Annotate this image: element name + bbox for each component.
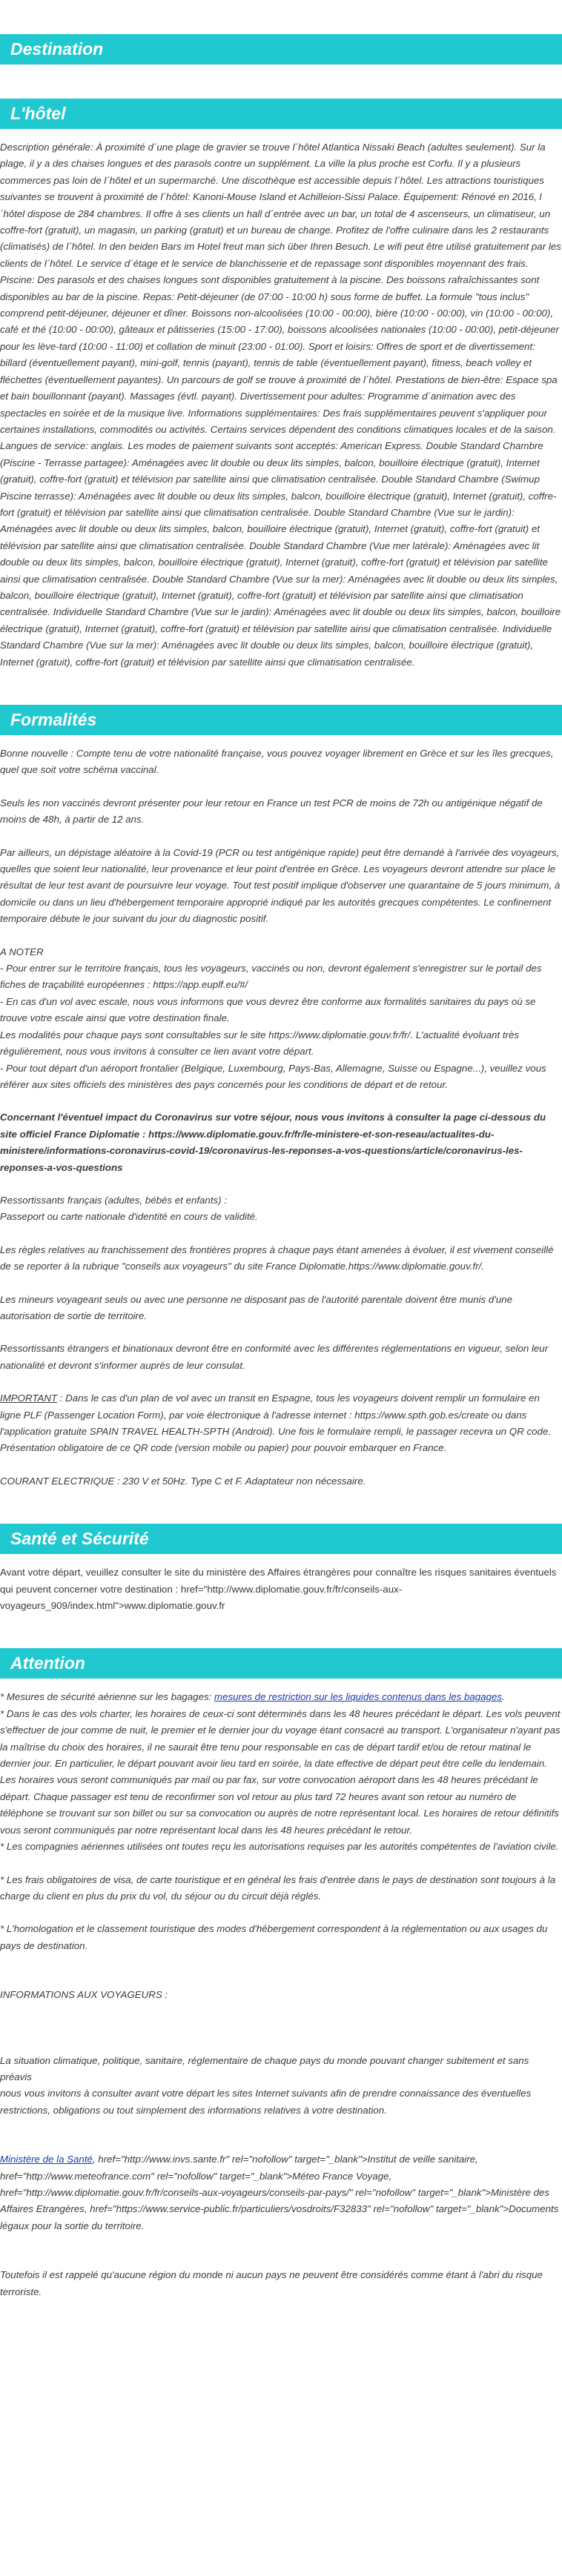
note-line: Les modalités pour chaque pays sont consultables sur le site https://www.diplomatie.gouv.fr/fr/. L'actualité évoluant très régulièrement, nous vous invitons à consulter ce lien avant votre départ. [0,1029,520,1058]
airlines-authorizations: * Les compagnies aériennes utilisées ont toutes reçu les autorisations requises par les autorités compétentes de l'aviation civile. [0,1841,559,1853]
page [0,34,562,2323]
spacer [0,2135,562,2151]
sante-content [0,1554,562,1614]
spacer [0,1614,562,1648]
situation-line: La situation climatique, politique, sanitaire, réglementaire de chaque pays du monde pouvant changer subitement et sans préavis [0,2054,529,2082]
spacer [0,1971,562,1987]
important-label: IMPORTANT [0,1392,58,1404]
situation-notice [0,2053,562,2119]
hotel-content [0,129,562,671]
formalites-random-test: Par ailleurs, un dépistage aléatoire à la Covid-19 (PCR ou test antigénique rapide) peut être demandé à l'arrivée des voyageurs, quelles que soient leur nationalité, leur provenance et leur point d'entrée en Grèce. Les voyageurs devront attendre sur place le résultat de leur test avant de poursuivre leur voyage. Tout test positif implique d'observer une quarantaine de 5 jours minimum, à domicile ou dans un lieu d'hébergement temporaire approprié indiqué par les autorités grecques compétentes. Le confinement temporaire débute le jour suivant du jour du diagnostic positif. [0,846,561,925]
attention-content [0,1679,562,2300]
spacer [0,2036,562,2053]
sante-text: Avant votre départ, veuillez consulter le site du ministère des Affaires étrangères pour connaître les risques sanitaires éventuels qui peuvent concerner votre destination : href="http://www.diplomatie.gouv.fr/fr/conseils-aux-voyageurs_909/index.html">www.diplomatie.gouv.fr [0,1567,557,1612]
formalites-note [0,944,562,1094]
hotel-description: Description générale: À proximité d´une plage de gravier se trouve l´hôtel Atlantica Nissaki Beach (adultes seulement). Sur la plage, il y a des chaises longues et des parasols contre un supplément. La ville la plus proche est Corfu. Il y a plusieurs commerces pas loin de l´hôtel et un supermarché. Une discothèque est accessible depuis l´hôtel. Les attractions touristiques suivantes se trouvent à proximité de l´hôtel: Kanoni-Mouse Island et Achilleion-Sissi Palace. Équipement: Rénové en 2016, l´hôtel dispose de 284 chambres. Il offre à ses clients un hall d´entrée avec un bar, un total de 4 ascenseurs, un climatiseur, un coffre-fort (gratuit), un magasin, un parking (gratuit) et un bureau de change. Profitez de l'offre culinaire dans les 2 restaurants (climatisés) de l´hôtel. In den beiden Bars im Hotel freut man sich über Ihren Besuch. Le wifi peut être utilisé gratuitement par les clients de l´hôtel. Le service d´étage et le service de blanchisserie et de repassage sont disponibles moyennant des frais. Piscine: Des parasols et des chaises longues sont disponibles gratuitement à la piscine. Des boissons rafraîchissantes sont disponibles au bar de la piscine. Repas: Petit-déjeuner (de 07:00 - 10:00 h) sous forme de buffet. La formule "tous inclus" comprend petit-déjeuner, déjeuner et dîner. Boissons non-alcoolisées (10:00 - 00:00), bière (10:00 - 00:00), vin (10:00 - 00:00), café et thé (10:00 - 00:00), gâteaux et pâtisseries (15:00 - 17:00), boissons alcoolisées nationales (10:00 - 00:00), petit-déjeuner pour les lève-tard (10:00 - 11:00) et collation de minuit (23:00 - 01:00). Sport et loisirs: Offres de sport et de divertissement: billard (éventuellement payant), mini-golf, tennis (payant), tennis de table (éventuellement payant), fitness, beach volley et fléchettes (éventuellement payantes). Un parcours de golf se trouve à proximité de l´hôtel. Prestations de bien-être: Espace spa et bain bouillonnant (payant). Massages (évtl. payant). Divertissement pour adultes: Programme d´animation avec des spectacles en soirée et de la musique live. Informations supplémentaires: Des frais supplémentaires peuvent s'appliquer pour certaines installations, commodités ou activités. Certains services dépendent des conditions climatiques locales et de la saison. Langues de service: anglais. Les modes de paiement suivants sont acceptés: American Express. Double Standard Chambre (Piscine - Terrasse partagee): Aménagées avec lit double ou deux lits simples, balcon, bouilloire électrique (gratuit), Internet (gratuit), coffre-fort (gratuit) et télévision par satellite ainsi que climatisation centralisée. Double Standard Chambre (Swimup Piscine terrasse): Aménagées avec lit double ou deux lits simples, balcon, bouilloire électrique (gratuit), Internet (gratuit), coffre-fort (gratuit) et télévision par satellite ainsi que climatisation centralisée. Double Standard Chambre (Vue sur le jardin): Aménagées avec lit double ou deux lits simples, balcon, bouilloire électrique (gratuit), Internet (gratuit), coffre-fort (gratuit) et télévision par satellite ainsi que climatisation centralisée. Double Standard Chambre (Vue mer latérale): Aménagées avec lit double ou deux lits simples, balcon, bouilloire électrique (gratuit), Internet (gratuit), coffre-fort (gratuit) et télévision par satellite ainsi que climatisation centralisée. Double Standard Chambre (Vue sur la mer): Aménagées avec lit double ou deux lits simples, balcon, bouilloire électrique (gratuit), Internet (gratuit), coffre-fort (gratuit) et télévision par satellite ainsi que climatisation centralisée. Individuelle Standard Chambre (Vue sur le jardin): Aménagées avec lit double ou deux lits simples, balcon, bouilloire électrique (gratuit), Internet (gratuit), coffre-fort (gratuit) et télévision par satellite ainsi que climatisation centralisée. Individuelle Standard Chambre (Vue sur la mer): Aménagées avec lit double ou deux lits simples, balcon, bouilloire électrique (gratuit), Internet (gratuit), coffre-fort (gratuit) et télévision par satellite ainsi que climatisation centralisée. [0,142,561,668]
accommodation-classification: * L'homologation et le classement touristique des modes d'hébergement correspondent à la réglementation ou aux usages du pays de destination. [0,1923,548,1951]
spacer [0,1490,562,1524]
destination-heading: Destination [0,34,562,64]
hotel-heading: L'hôtel [0,99,562,129]
spacer [0,64,562,99]
luggage-measures [0,1689,562,1705]
attention-heading: Attention [0,1648,562,1679]
spacer [0,671,562,705]
ressortissants-title: Ressortissants français (adultes, bébés et enfants) : [0,1194,227,1206]
note-line: - Pour tout départ d'un aéroport frontalier (Belgique, Luxembourg, Pays-Bas, Allemagne, Suisse ou Espagne...), veuillez vous référer aux sites officiels des ministères des pays concernés pour les conditions de départ et de retour. [0,1062,546,1090]
hotel-section [0,99,562,671]
destination-section [0,34,562,64]
ressortissants-francais [0,1192,562,1226]
ressortissants-text: Passeport ou carte nationale d'identité en cours de validité. [0,1211,258,1223]
formalites-heading: Formalités [0,705,562,735]
visa-fees: * Les frais obligatoires de visa, de carte touristique et en général les frais d'entrée dans le pays de destination sont toujours à la charge du client en plus du prix du vol, du séjour ou du circuit déjà réglés. [0,1873,556,1902]
formalites-section [0,705,562,1490]
electric-current: COURANT ELECTRIQUE : 230 V et 50Hz. Type C et F. Adaptateur non nécessaire. [0,1475,366,1487]
useful-sites [0,2151,562,2234]
minors-notice: Les mineurs voyageant seuls ou avec une personne ne disposant pas de l'autorité parentale doivent être munis d'une autorisation de sortie de territoire. [0,1293,513,1321]
luggage-prefix: * Mesures de sécurité aérienne sur les bagages: [0,1691,214,1703]
note-title: A NOTER [0,946,44,957]
sante-section [0,1524,562,1614]
travelers-info-title: INFORMATIONS AUX VOYAGEURS : [0,1989,168,2001]
luggage-suffix: . [502,1691,505,1703]
important-text: : Dans le cas d'un plan de vol avec un transit en Espagne, tous les voyageurs doivent remplir un formulaire en ligne PLF (Passenger Location Form), par voie électronique à l'adresse internet : https://www.spth.gob.es/create ou dans l'application gratuite SPAIN TRAVEL HEALTH-SPTH (Android). Une fois le formulaire rempli, le passager recevra un QR code. Présentation obligatoire de ce QR code (version mobile ou papier) pour pouvoir embarquer en France. [0,1392,552,1454]
formalites-unvaccinated: Seuls les non vaccinés devront présenter pour leur retour en France un test PCR de moins de 72h ou antigénique négatif de moins de 48h, à partir de 12 ans. [0,797,543,826]
liquids-restriction-link[interactable]: mesures de restriction sur les liquides contenus dans les bagages [214,1691,503,1703]
border-rules: Les règles relatives au franchissement des frontières propres à chaque pays étant amenées à évoluer, il est vivement conseillé de se reporter à la rubrique "conseils aux voyageurs" du site France Diplomatie.https://www.diplomatie.gouv.fr/. [0,1244,554,1272]
terrorism-notice: Toutefois il est rappelé qu'aucune région du monde ni aucun pays ne peuvent être considérés comme étant à l'abri du risque terroriste. [0,2269,543,2297]
important-notice [0,1390,562,1457]
formalites-content [0,735,562,1490]
coronavirus-notice: Concernant l'éventuel impact du Coronavirus sur votre séjour, nous vous invitons à consulter la page ci-dessous du site officiel France Diplomatie : https://www.diplomatie.gouv.fr/fr/le-ministere-et-son-reseau/actualites-du-ministere/informations-coronavirus-covid-19/coronavirus-les-reponses-a-vos-questions/article/coronavirus-les-reponses-a-vos-questions [0,1112,546,1173]
useful-sites-rest: , href="http://www.invs.sante.fr" rel="nofollow" target="_blank">Institut de veille sanitaire, href="http://www.meteofrance.com" rel="nofollow" target="_blank">Méteo France Voyage, href="http://www.diplomatie.gouv.fr/fr/conseils-aux-voyageurs/conseils-par-pays/" rel="nofollow" target="_blank">Ministère des Affaires Etrangères, href="https://www.service-public.fr/particuliers/vosdroits/F32833" rel="nofollow" target="_blank">Documents légaux pour la sortie du territoire. [0,2154,559,2231]
situation-line: nous vous invitons à consulter avant votre départ les sites Internet suivants afin de prendre connaissance des éventuelles restrictions, obligations ou tout simplement des informations relatives à votre destination. [0,2088,532,2116]
formalites-good-news: Bonne nouvelle : Compte tenu de votre nationalité française, vous pouvez voyager librement en Grèce et sur les îles grecques, quel que soit votre schéma vaccinal. [0,748,554,776]
spacer [0,2251,562,2267]
note-line: - En cas d'un vol avec escale, nous vous informons que vous devrez être conforme aux formalités sanitaires du pays où se trouve votre escale ainsi que votre destination finale. [0,995,536,1024]
spacer [0,2020,562,2036]
foreigners-notice: Ressortissants étrangers et binationaux devront être en conformité avec les différentes réglementations en vigueur, selon leur nationalité et devront s'informer auprès de leur consulat. [0,1343,549,1371]
charter-schedules: * Dans le cas des vols charter, les horaires de ceux-ci sont déterminés dans les 48 heures précédant le départ. Les vols peuvent s'effectuer de jour comme de nuit, le premier et le dernier jour du voyage étant consacré au transport. L'organisateur n'ayant pas la maîtrise du choix des horaires, il ne saurait être tenu pour responsable en cas de départ tardif et/ou de retour matinal le dernier jour. En particulier, le départ pouvant avoir lieu tard en soirée, la date effective de départ peut être celle du lendemain. Les horaires vous seront communiqués par mail ou par fax, sur votre convocation aéroport dans les 48 heures précédant le départ. Chaque passager est tenu de reconfirmer son vol retour au plus tard 72 heures avant son retour au numéro de téléphone se trouvant sur son billet ou sur sa convocation ou auprès de notre représentant local. Les horaires de retour définitifs vous seront communiqués par notre représentant local dans les 48 heures précédant le retour. [0,1707,561,1836]
attention-section [0,1648,562,2300]
ministere-sante-link[interactable]: Ministère de la Santé [0,2154,93,2165]
note-line: - Pour entrer sur le territoire français, tous les voyageurs, vaccinés ou non, devront également s'enregistrer sur le portail des fiches de traçabilité européennes : https://app.euplf.eu/#/ [0,963,542,991]
sante-heading: Santé et Sécurité [0,1524,562,1554]
